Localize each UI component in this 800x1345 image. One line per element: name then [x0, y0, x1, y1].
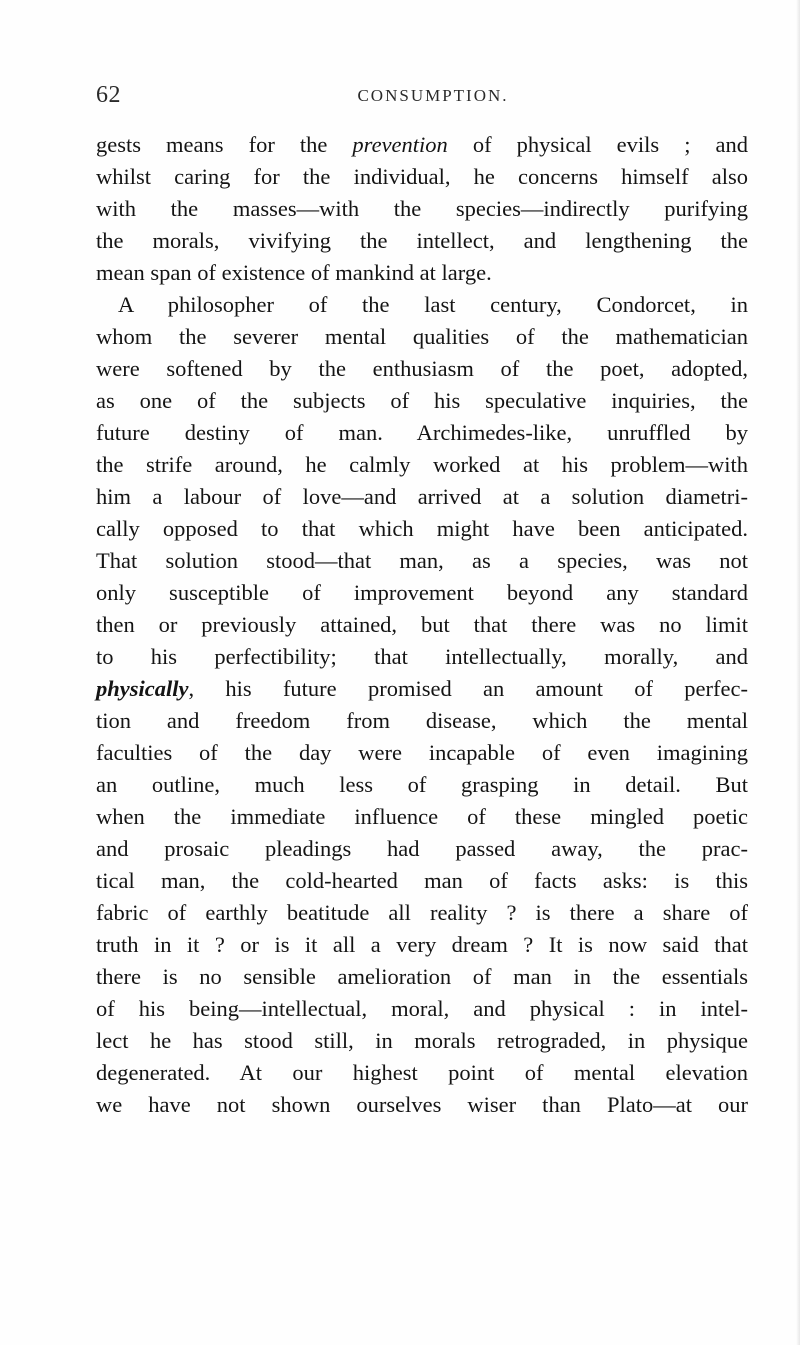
italic-emphasis: prevention — [352, 132, 448, 157]
running-head: CONSUMPTION. — [357, 86, 509, 105]
text-line: That solution stood—that man, as a species, was not — [96, 548, 748, 573]
text-line: whilst caring for the individual, he concerns himself also — [96, 164, 748, 189]
text-line: A philosopher of the last century, Condorcet, in — [118, 292, 748, 317]
text-line: physically, his future promised an amount of perfec- — [96, 676, 748, 701]
text-line: gests means for the prevention of physical evils ; and — [96, 132, 748, 157]
text-line: to his perfectibility; that intellectually, morally, and — [96, 644, 748, 669]
text-line: future destiny of man. Archimedes-like, unruffled by — [96, 420, 748, 445]
text-line: were softened by the enthusiasm of the poet, adopted, — [96, 356, 748, 381]
text-line: mean span of existence of mankind at large. — [96, 260, 492, 285]
text-line: tical man, the cold-hearted man of facts asks: is this — [96, 868, 748, 893]
text-line: when the immediate influence of these mingled poetic — [96, 804, 748, 829]
text-line: tion and freedom from disease, which the mental — [96, 708, 748, 733]
text-line: the strife around, he calmly worked at his problem—with — [96, 452, 748, 477]
text-line: and prosaic pleadings had passed away, the prac- — [96, 836, 748, 861]
text-line: him a labour of love—and arrived at a solution diametri- — [96, 484, 748, 509]
italic-emphasis: physically — [96, 676, 189, 701]
text-line: whom the severer mental qualities of the mathematician — [96, 324, 748, 349]
text-line: degenerated. At our highest point of mental elevation — [96, 1060, 748, 1085]
text-line: of his being—intellectual, moral, and physical : in intel- — [96, 996, 748, 1021]
text-line: fabric of earthly beatitude all reality ? is there a share of — [96, 900, 748, 925]
text-line: an outline, much less of grasping in detail. But — [96, 772, 748, 797]
text-line: lect he has stood still, in morals retrograded, in physique — [96, 1028, 748, 1053]
text-line: we have not shown ourselves wiser than Plato—at our — [96, 1092, 748, 1117]
text-line: then or previously attained, but that there was no limit — [96, 612, 748, 637]
body-text — [96, 129, 748, 1121]
text-line: truth in it ? or is it all a very dream ? It is now said that — [96, 932, 748, 957]
text-line: cally opposed to that which might have been anticipated. — [96, 516, 748, 541]
text-line: as one of the subjects of his speculative inquiries, the — [96, 388, 748, 413]
page-number: 62 — [96, 82, 121, 108]
text-line: the morals, vivifying the intellect, and lengthening the — [96, 228, 748, 253]
text-line: with the masses—with the species—indirectly purifying — [96, 196, 748, 221]
page-header — [96, 82, 750, 112]
text-line: only susceptible of improvement beyond any standard — [96, 580, 748, 605]
text-line: there is no sensible amelioration of man in the essentials — [96, 964, 748, 989]
text-line: faculties of the day were incapable of even imagining — [96, 740, 748, 765]
page-edge-shadow — [796, 0, 800, 1345]
